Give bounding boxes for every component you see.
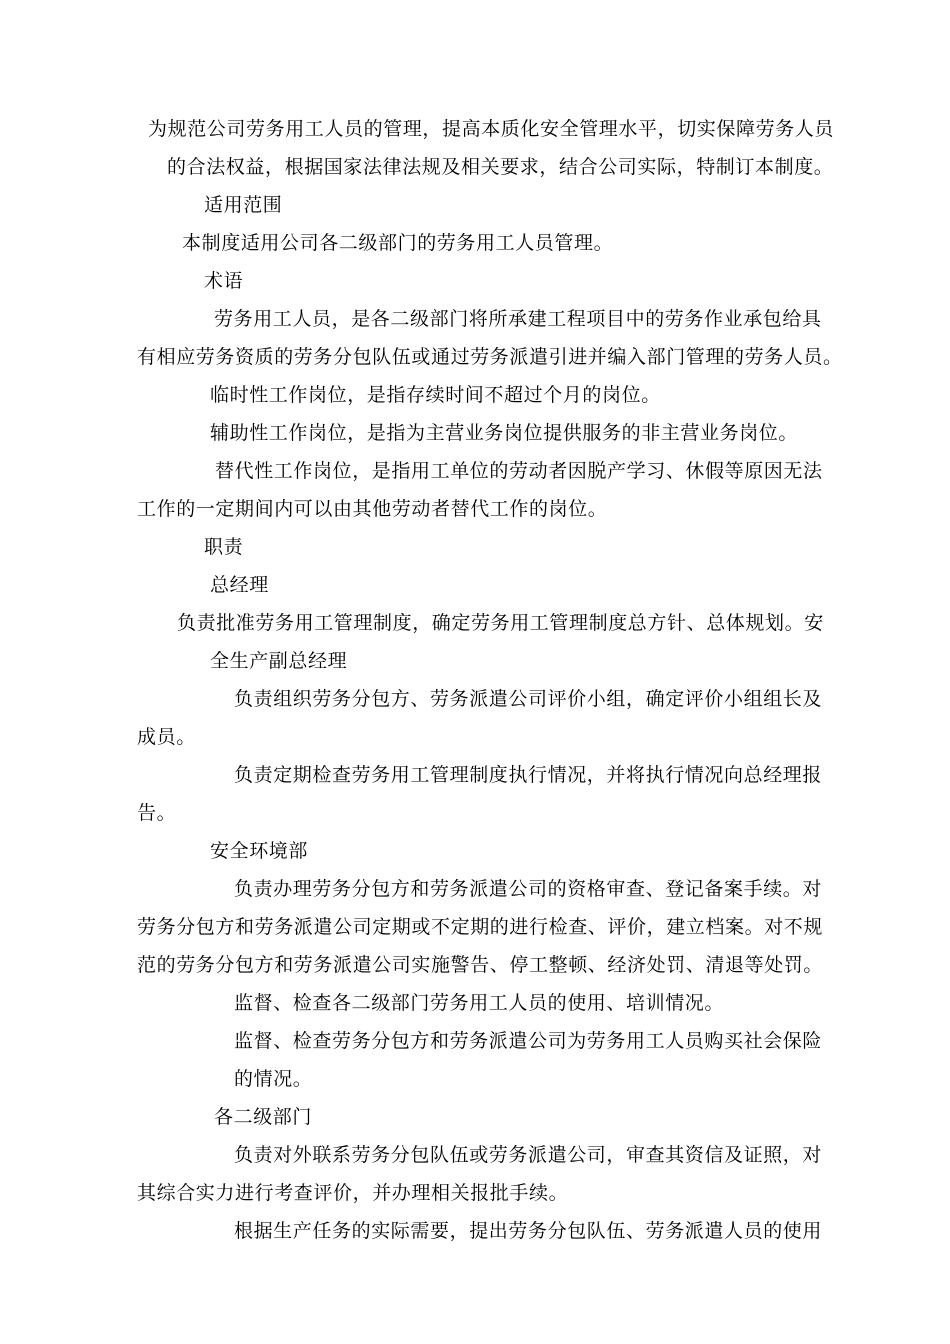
subsection-heading: 总经理 bbox=[210, 574, 269, 596]
paragraph-line: 工作的一定期间内可以由其他劳动者替代工作的岗位。 bbox=[137, 498, 608, 520]
paragraph-line: 负责对外联系劳务分包队伍或劳务派遣公司，审查其资信及证照，对 bbox=[234, 1144, 823, 1166]
section-heading: 职责 bbox=[204, 536, 244, 558]
paragraph-line: 临时性工作岗位，是指存续时间不超过个月的岗位。 bbox=[210, 384, 661, 406]
paragraph-line: 劳务分包方和劳务派遣公司定期或不定期的进行检查、评价，建立档案。对不规 bbox=[137, 916, 824, 938]
paragraph-line: 成员。 bbox=[137, 726, 196, 748]
paragraph-line: 负责批准劳务用工管理制度，确定劳务用工管理制度总方针、总体规划。安 bbox=[177, 612, 824, 634]
paragraph-line: 负责组织劳务分包方、劳务派遣公司评价小组，确定评价小组组长及 bbox=[234, 688, 823, 710]
paragraph-line: 辅助性工作岗位，是指为主营业务岗位提供服务的非主营业务岗位。 bbox=[210, 422, 799, 444]
section-heading: 适用范围 bbox=[204, 194, 283, 216]
paragraph-line: 负责办理劳务分包方和劳务派遣公司的资格审查、登记备案手续。对 bbox=[234, 878, 823, 900]
paragraph-line: 根据生产任务的实际需要，提出劳务分包队伍、劳务派遣人员的使用 bbox=[234, 1220, 823, 1242]
paragraph-line: 范的劳务分包方和劳务派遣公司实施警告、停工整顿、经济处罚、清退等处罚。 bbox=[137, 954, 824, 976]
section-heading: 术语 bbox=[204, 270, 244, 292]
paragraph-line: 有相应劳务资质的劳务分包队伍或通过劳务派遣引进并编入部门管理的劳务人员。 bbox=[137, 346, 843, 368]
paragraph-line: 劳务用工人员，是各二级部门将所承建工程项目中的劳务作业承包给具 bbox=[214, 308, 822, 330]
paragraph-line: 的合法权益，根据国家法律法规及相关要求，结合公司实际，特制订本制度。 bbox=[167, 156, 834, 178]
paragraph-line: 负责定期检查劳务用工管理制度执行情况，并将执行情况向总经理报 bbox=[234, 764, 823, 786]
subsection-heading: 安全环境部 bbox=[210, 840, 309, 862]
paragraph-line: 告。 bbox=[137, 802, 177, 824]
paragraph-line: 替代性工作岗位，是指用工单位的劳动者因脱产学习、休假等原因无法 bbox=[215, 460, 823, 482]
paragraph-line: 为规范公司劳务用工人员的管理，提高本质化安全管理水平，切实保障劳务人员 bbox=[148, 118, 835, 140]
paragraph-line: 监督、检查各二级部门劳务用工人员的使用、培训情况。 bbox=[234, 992, 725, 1014]
subsection-heading: 全生产副总经理 bbox=[210, 650, 348, 672]
paragraph-line: 的情况。 bbox=[234, 1068, 313, 1090]
subsection-heading: 各二级部门 bbox=[214, 1106, 313, 1128]
paragraph-line: 监督、检查劳务分包方和劳务派遣公司为劳务用工人员购买社会保险 bbox=[234, 1030, 823, 1052]
paragraph-line: 本制度适用公司各二级部门的劳务用工人员管理。 bbox=[182, 232, 614, 254]
paragraph-line: 其综合实力进行考查评价，并办理相关报批手续。 bbox=[137, 1182, 569, 1204]
